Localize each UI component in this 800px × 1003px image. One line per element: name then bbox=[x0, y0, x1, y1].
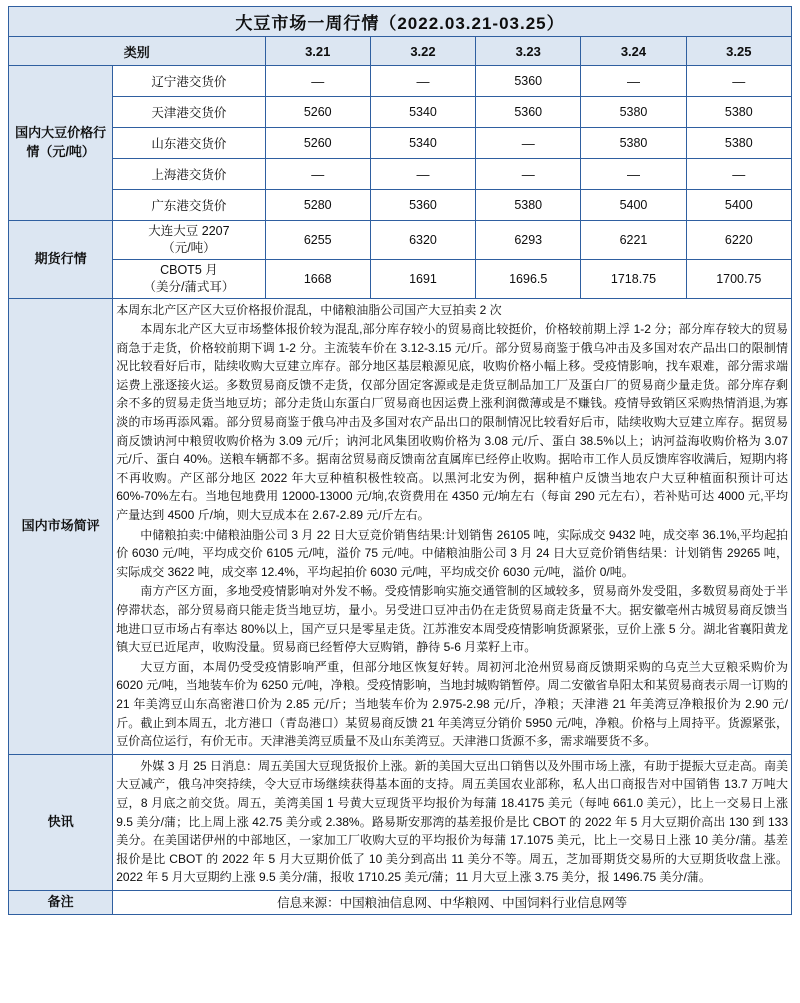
table-row bbox=[9, 128, 792, 159]
news-paragraph-1: 外媒 3 月 25 日消息：周五美国大豆现货报价上涨。新的美国大豆出口销售以及外围市场上涨，有助于提振大豆走高。南美大豆减产，俄乌冲突持续，令大豆市场继续获得基本面的支持。周五美国农业部称，私人出口商报告对中国销售 13.7 万吨大豆，8 月底之前交货。周五，美湾美国 1 号黄大豆现货平均报价为每蒲 18.4175 美元（每吨 661.0 美元），比上一交易日上涨 9.5 美分/蒲；比上周上涨 42.75 美分或 2.38%。路易斯安那湾的基差报价是比 CBOT 的 2022 年 5 月大豆期价高出 130 到 133 美分。在美国诺伊州的中部地区，一家加工厂收购大豆的平均报价为每蒲 17.1075 美元，比上一交易日上涨 10 美分/蒲。基差报价是比 CBOT 的 2022 年 5 月大豆期价低了 10 美分到高出 11 美分不等。周五，芝加哥期货交易所的大豆期货收盘上涨。2022 年 5 月大豆期约上涨 9.5 美分/蒲，报收 1710.25 美元/蒲；11 月大豆上涨 3.75 美分，报 1496.75 美分/蒲。 bbox=[116, 758, 788, 885]
row-label-shanghai: 上海港交货价 bbox=[113, 159, 265, 190]
cell-cbot-0321: 1668 bbox=[265, 259, 370, 298]
cell-guangdong-0321: 5280 bbox=[265, 190, 370, 221]
table-row bbox=[9, 221, 792, 260]
table-title-row bbox=[9, 7, 792, 37]
table-header-row bbox=[9, 37, 792, 66]
cell-guangdong-0325: 5400 bbox=[686, 190, 791, 221]
market-review-paragraph-2: 本周东北产区大豆市场整体报价较为混乱,部分库存较小的贸易商比较挺价，价格较前期上浮 1-2 分；部分库存较大的贸易商急于走货，价格较前期下调 1-2 分。主流装车价在 3.12-3.15 元/斤。部分贸易商鉴于俄乌冲击及多国对农产品出口的限制情况比较看好后市，陆续收购大豆建立库存。部分地区基层粮源见底，收购价格小幅上移。受疫情影响，找车艰难，部分需求端运费上涨逐接火运。多数贸易商反馈不走货，仅部分固定客源或是走货豆制品加工厂及蛋白厂的贸易商少量走货。部分库存剩余不多的贸易走货当地豆坊；部分走货山东蛋白厂贸易商也因运费上涨利润微薄或是不赚钱。疫情导致销区采购热情消退,为寡淡的市场再添风霜。部分贸易商鉴于俄乌冲击及多国对农产品出口的限制情况比较看好后市，陆续收购大豆建立库存。据贸易商反馈讷河中粮贸收购价格为 3.09 元/斤；讷河北风集团收购价格为 3.08 元/斤、蛋白 38.5%以上；讷河益海收购价格为 3.07 元/斤、蛋白 40%。送粮车辆都不多。据南岔贸易商反馈南岔直属库已经停止收购。据哈市工作人员反馈库容收满后，短期内将不再收购。产区部分地区 2022 年大豆种植积极性较高。以黑河北安为例，据种植户反馈当地农户大豆种植面积预计可达 60%-70%左右。当地包地费用 12000-13000 元/垧,农资费用在 4350 元/垧左右（每亩 290 元左右），若补贴可达 4000 元,平均产量达到 4500 斤/垧，则大豆成本在 2.67-2.89 元/斤左右。 bbox=[116, 322, 788, 523]
table-row bbox=[9, 97, 792, 128]
news-row bbox=[9, 754, 792, 890]
cell-tianjin-0324: 5380 bbox=[581, 97, 686, 128]
cell-dce2207-0324: 6221 bbox=[581, 221, 686, 260]
row-label-dce-2207-line1: 大连大豆 2207 bbox=[148, 224, 230, 238]
cell-guangdong-0324: 5400 bbox=[581, 190, 686, 221]
cell-shanghai-0324: — bbox=[581, 159, 686, 190]
cell-shanghai-0325: — bbox=[686, 159, 791, 190]
cell-shandong-0324: 5380 bbox=[581, 128, 686, 159]
date-header-5: 3.25 bbox=[686, 37, 791, 66]
cell-tianjin-0323: 5360 bbox=[476, 97, 581, 128]
cell-cbot-0324: 1718.75 bbox=[581, 259, 686, 298]
cell-cbot-0325: 1700.75 bbox=[686, 259, 791, 298]
cell-dce2207-0322: 6320 bbox=[370, 221, 475, 260]
cell-liaoning-0322: — bbox=[370, 66, 475, 97]
section-label-domestic-price-text: 国内大豆价格行情（元/吨） bbox=[15, 125, 107, 159]
table-row bbox=[9, 159, 792, 190]
section-label-futures-text: 期货行情 bbox=[34, 250, 87, 266]
soybean-market-table bbox=[8, 6, 792, 915]
row-label-shandong: 山东港交货价 bbox=[113, 128, 265, 159]
cell-guangdong-0322: 5360 bbox=[370, 190, 475, 221]
news-body bbox=[113, 754, 792, 890]
cell-liaoning-0325: — bbox=[686, 66, 791, 97]
date-header-1: 3.21 bbox=[265, 37, 370, 66]
cell-shandong-0323: — bbox=[476, 128, 581, 159]
section-label-domestic-price bbox=[9, 66, 113, 221]
category-header: 类别 bbox=[9, 37, 266, 66]
market-review-paragraph-1: 本周东北产区产区大豆价格报价混乱，中储粮油脂公司国产大豆拍卖 2 次 bbox=[116, 302, 502, 317]
date-header-4: 3.24 bbox=[581, 37, 686, 66]
row-label-cbot-may-line2: （美分/蒲式耳） bbox=[143, 279, 235, 294]
cell-shandong-0321: 5260 bbox=[265, 128, 370, 159]
cell-cbot-0323: 1696.5 bbox=[476, 259, 581, 298]
row-label-cbot-may bbox=[113, 259, 265, 298]
cell-shanghai-0322: — bbox=[370, 159, 475, 190]
row-label-cbot-may-line1: CBOT5 月 bbox=[160, 262, 218, 277]
cell-liaoning-0321: — bbox=[265, 66, 370, 97]
row-label-tianjin: 天津港交货价 bbox=[113, 97, 265, 128]
section-label-news: 快讯 bbox=[9, 754, 113, 890]
row-label-dce-2207 bbox=[113, 221, 265, 260]
cell-shandong-0322: 5340 bbox=[370, 128, 475, 159]
cell-cbot-0322: 1691 bbox=[370, 259, 475, 298]
page-title: 大豆市场一周行情（2022.03.21-03.25） bbox=[9, 7, 792, 37]
market-review-paragraph-4: 南方产区方面，多地受疫情影响对外发不畅。受疫情影响实施交通管制的区域较多，贸易商外发受阻，多数贸易商处于半停滞状态，部分贸易商只能走货当地豆坊，量小。另受进口豆冲击仍在走货贸易商走货量不大。据安徽亳州古城贸易商反馈当地进口豆市场占有率达 80%以上，国产豆只是零星走货。江苏淮安本周受疫情影响货源紧张，豆价上涨 5 分。湖北省襄阳黄龙镇大豆已近尾声，收购没量。贸易商已经暂停大豆购销，静待 5-6 月菜籽上市。 bbox=[116, 584, 788, 655]
cell-liaoning-0323: 5360 bbox=[476, 66, 581, 97]
section-label-remark: 备注 bbox=[9, 890, 113, 914]
cell-dce2207-0321: 6255 bbox=[265, 221, 370, 260]
cell-dce2207-0325: 6220 bbox=[686, 221, 791, 260]
cell-tianjin-0322: 5340 bbox=[370, 97, 475, 128]
table-row bbox=[9, 190, 792, 221]
date-header-3: 3.23 bbox=[476, 37, 581, 66]
market-review-row bbox=[9, 298, 792, 754]
row-label-liaoning: 辽宁港交货价 bbox=[113, 66, 265, 97]
cell-shanghai-0321: — bbox=[265, 159, 370, 190]
cell-tianjin-0321: 5260 bbox=[265, 97, 370, 128]
cell-liaoning-0324: — bbox=[581, 66, 686, 97]
section-label-futures bbox=[9, 221, 113, 299]
source-note: 信息来源：中国粮油信息网、中华粮网、中国饲料行业信息网等 bbox=[113, 890, 792, 914]
section-label-market-review: 国内市场简评 bbox=[9, 298, 113, 754]
cell-shandong-0325: 5380 bbox=[686, 128, 791, 159]
row-label-guangdong: 广东港交货价 bbox=[113, 190, 265, 221]
market-review-paragraph-3: 中储粮拍卖:中储粮油脂公司 3 月 22 日大豆竞价销售结果:计划销售 26105 吨，实际成交 9432 吨，成交率 36.1%,平均起拍价 6030 元/吨，平均成交价 6105 元/吨，溢价 75 元/吨。中储粮油脂公司 3 月 24 日大豆竞价销售结果：计划销售 29265 吨，实际成交 3622 吨，成交率 12.4%，平均起拍价 6030 元/吨，平均成交价 6030 元/吨，溢价 0/吨。 bbox=[116, 527, 788, 579]
row-label-dce-2207-line2: （元/吨） bbox=[162, 240, 216, 255]
table-row bbox=[9, 259, 792, 298]
cell-guangdong-0323: 5380 bbox=[476, 190, 581, 221]
date-header-2: 3.22 bbox=[370, 37, 475, 66]
cell-shanghai-0323: — bbox=[476, 159, 581, 190]
cell-dce2207-0323: 6293 bbox=[476, 221, 581, 260]
market-review-body bbox=[113, 298, 792, 754]
table-row bbox=[9, 66, 792, 97]
cell-tianjin-0325: 5380 bbox=[686, 97, 791, 128]
footer-row bbox=[9, 890, 792, 914]
market-review-paragraph-5: 大豆方面，本周仍受受疫情影响严重，但部分地区恢复好转。周初河北沧州贸易商反馈期采购的乌克兰大豆粮采购价为 6020 元/吨，当地装车价为 6250 元/吨，净粮。受疫情影响，当地封城购销暂停。周二安徽省阜阳太和某贸易商表示周一订购的 21 年美湾豆山东高密港口价为 2.85 元/斤；当地装车价为 2.975-2.98 元/斤，净粮；天津港 21 年美湾豆净粮报价为 2.90 元/斤。截止到本周五，北方港口（青岛港口）某贸易商反馈 21 年美湾豆分销价 5950 元/吨，净粮。价格与上周持平。货源紧张，豆价高位运行，有价无市。天津港美湾豆质量不及山东美湾豆。天津港口货源不多，需求端要货不多。 bbox=[116, 659, 788, 749]
